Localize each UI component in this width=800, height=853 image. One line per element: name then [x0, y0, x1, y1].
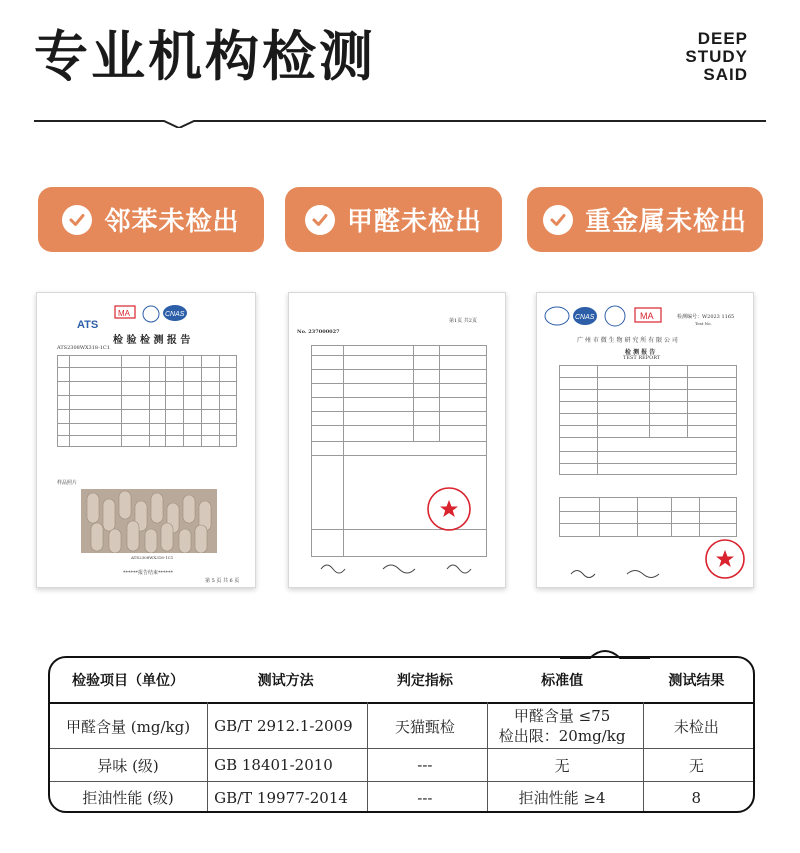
- data-table: [559, 497, 737, 537]
- red-seal-stamp-icon: [703, 537, 747, 581]
- report-title: 检 测 报 告: [625, 349, 656, 356]
- badge-formaldehyde: [285, 187, 502, 252]
- cell-method: GB/T 2912.1-2009: [214, 717, 353, 735]
- svg-text:MA: MA: [640, 311, 654, 321]
- badge-phthalate: [38, 187, 264, 252]
- cell-result: 无: [688, 756, 704, 775]
- badge-label: 重金属未检出: [584, 207, 747, 237]
- header-result: 测试结果: [668, 673, 725, 689]
- cell-standard: 拒油性能 ≥4: [518, 789, 606, 807]
- cell-result: 未检出: [673, 717, 719, 736]
- cell-criterion: ---: [417, 788, 433, 807]
- report-form: [559, 365, 737, 475]
- cell-criterion: ---: [417, 756, 433, 774]
- check-icon: [305, 205, 335, 235]
- sample-photo: [81, 489, 217, 553]
- table-row: [50, 749, 753, 781]
- certification-marks-icon: [113, 303, 203, 325]
- report-number: No. 237000027: [297, 329, 340, 335]
- cell-standard: 无: [554, 756, 570, 775]
- table-row: [50, 782, 753, 813]
- signatures: [317, 561, 497, 575]
- badge-heavy-metal: [527, 187, 763, 252]
- cell-method: GB/T 19977-2014: [214, 788, 348, 807]
- red-seal-stamp-icon: [425, 485, 473, 533]
- header-criterion: 判定指标: [396, 673, 453, 689]
- header-method: 测试方法: [257, 673, 314, 689]
- report-middle: [288, 292, 506, 588]
- report-guangzhou: [536, 292, 754, 588]
- cell-method: GB 18401-2010: [214, 756, 333, 774]
- header-divider: [34, 108, 766, 128]
- cell-standard: [485, 704, 640, 748]
- report-title-en: TEST REPORT: [623, 355, 661, 361]
- svg-text:MA: MA: [118, 309, 130, 318]
- test-number: 检测编号：W2023 1165: [677, 314, 735, 320]
- report-title: 检 验 检 测 报 告: [113, 335, 191, 346]
- certification-marks-icon: [543, 303, 671, 329]
- page-number: 第1页 共2页: [449, 318, 477, 324]
- results-grid: [57, 355, 237, 447]
- cell-item: 甲醛含量 (mg/kg): [66, 717, 191, 736]
- badge-label: 甲醛未检出: [346, 207, 482, 237]
- header-item: 检验项目（单位）: [72, 673, 185, 689]
- brand-line-2: STUDY: [685, 47, 748, 66]
- page-title: 专业机构检测: [34, 25, 376, 88]
- check-icon: [543, 205, 573, 235]
- brand-line-3: SAID: [703, 65, 748, 84]
- table-row: [50, 704, 753, 748]
- report-ats: [36, 292, 256, 588]
- standard-line-2: 检出限：20mg/kg: [498, 727, 626, 745]
- test-number-en: Test No.: [695, 321, 712, 326]
- cell-criterion: 天猫甄检: [394, 717, 455, 736]
- test-results-table: [48, 656, 755, 813]
- brand-line-1: DEEP: [697, 29, 748, 48]
- cell-item: 拒油性能 (级): [82, 789, 174, 807]
- svg-text:CNAS: CNAS: [165, 311, 185, 318]
- standard-line-1: 甲醛含量 ≤75: [513, 707, 611, 725]
- photo-caption: ATS2308WX318-1C1: [131, 555, 174, 560]
- svg-text:CNAS: CNAS: [575, 314, 595, 321]
- cell-item: 异味 (级): [97, 756, 159, 775]
- cell-result: 8: [691, 788, 702, 807]
- signatures: [567, 567, 697, 579]
- report-number: ATS2308WX318-1C1: [57, 345, 110, 351]
- header-standard: 标准值: [541, 673, 584, 689]
- brand-logo-text: [685, 30, 748, 84]
- table-header: [50, 658, 753, 702]
- sample-photo-label: 样品照片: [57, 480, 78, 486]
- check-icon: [62, 205, 92, 235]
- report-end-text: ******报告结束******: [123, 570, 174, 576]
- org-name: 广 州 市 微 生 物 研 究 所 有 限 公 司: [577, 337, 678, 344]
- page-number: 第 5 页 共 6 页: [205, 578, 240, 584]
- badge-label: 邻苯未检出: [104, 207, 240, 237]
- ats-logo: ATS: [77, 319, 99, 331]
